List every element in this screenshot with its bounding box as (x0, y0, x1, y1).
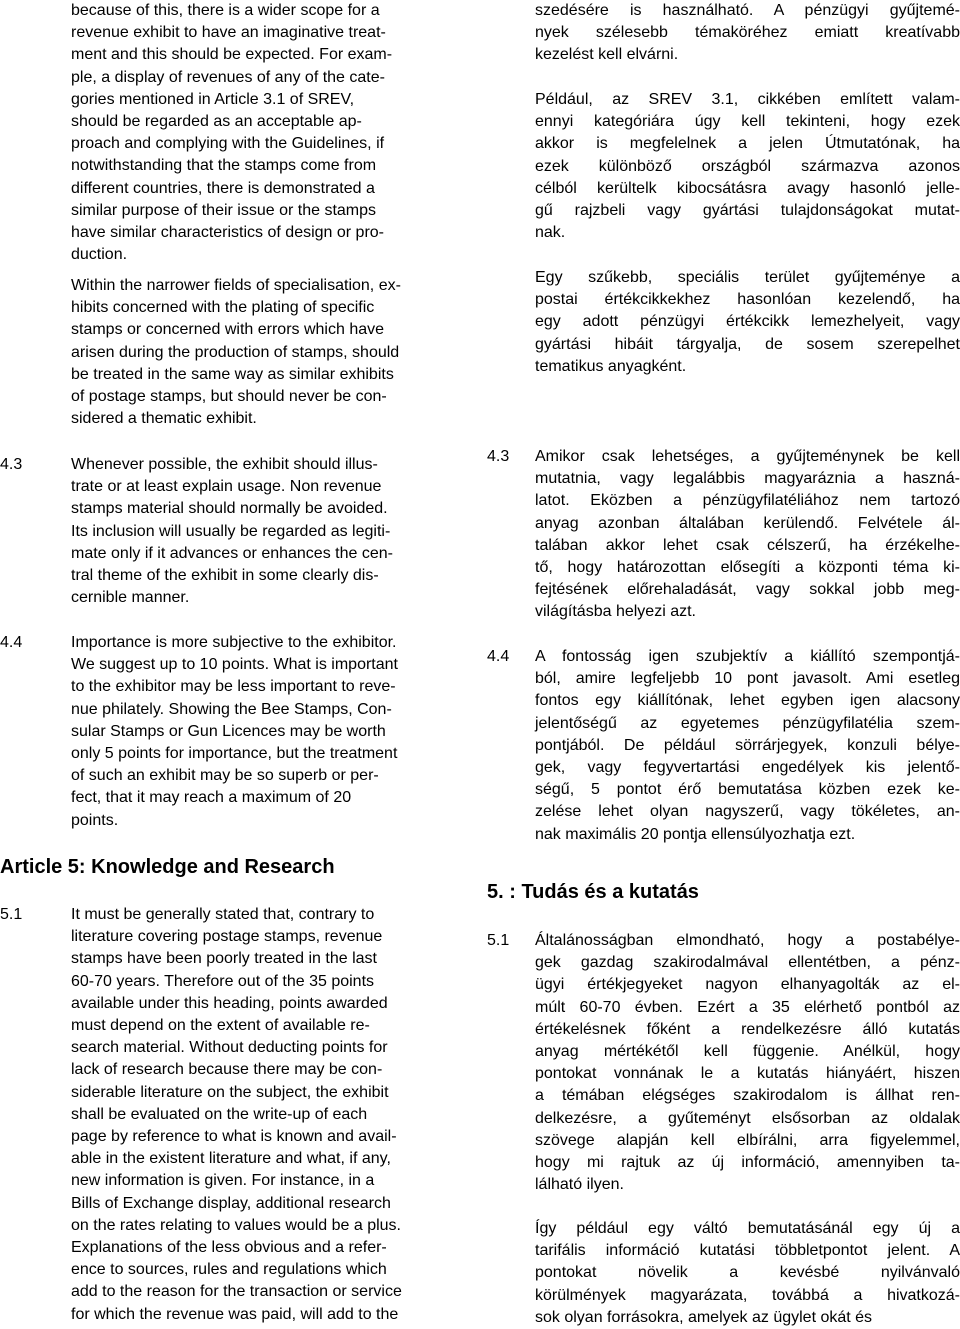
text-line: postai értékcikkekhez hasonlóan kezelendő, ha (535, 291, 960, 309)
text-line: a témában elégséges szakirodalom is állhat ren- (535, 1087, 960, 1105)
text-line: cernible manner. (71, 589, 190, 607)
text-line: We suggest up to 10 points. What is important (71, 656, 398, 674)
text-line: pontjából. De például sörrárjegyek, konzuli bélye- (535, 736, 960, 754)
text-line: ple, a display of revenues of any of the cate- (71, 68, 385, 86)
section-body (71, 632, 466, 832)
paragraph-intro-hu (535, 0, 960, 67)
text-line: Within the narrower fields of specialisation, ex- (71, 277, 401, 294)
paragraph-example-hu (535, 89, 960, 244)
text-line: proach and complying with the Guidelines, if (71, 135, 385, 153)
text-line: Általánosságban elmondható, hogy a postabélye- (535, 932, 960, 949)
text-line: tematikus anyagként. (535, 357, 687, 375)
text-line: of postage stamps, but should never be con- (71, 388, 387, 406)
text-line: similar purpose of their issue or the stamps (71, 201, 377, 219)
text-line: értékelésnek főként a rendelkezésre álló kutatás (535, 1020, 960, 1038)
text-line: 60-70 years. Therefore out of the 35 points (71, 972, 375, 990)
section-number: 5.1 (0, 906, 23, 923)
text-line: search material. Without deducting points for (71, 1039, 388, 1057)
text-line: szövege alapján kell elbírálni, arra figyelemmel, (535, 1131, 960, 1149)
text-line: világításba helyezi azt. (535, 603, 696, 621)
section-body (71, 454, 466, 609)
article-5-heading-hu: 5. : Tudás és a kutatás (487, 881, 699, 903)
text-line: stamps have been poorly treated in the last (71, 950, 377, 968)
section-number: 4.4 (0, 634, 23, 651)
text-line: Its inclusion will usually be regarded as legiti- (71, 522, 391, 540)
section-number: 5.1 (487, 932, 510, 949)
text-line: nyek szélesebb témaköréhez emiatt kreatívabb (535, 24, 960, 42)
text-line: page by reference to what is known and avail- (71, 1128, 397, 1146)
text-line: Bills of Exchange display, additional research (71, 1194, 391, 1212)
text-line: add to the reason for the transaction or service (71, 1283, 402, 1301)
text-line: szedésére is használható. A pénzügyi gyűjtemé- (535, 2, 960, 19)
text-line: lack of research because there may be con- (71, 1061, 383, 1079)
text-line: gek, vagy fegyvertartási engedélyek kis jelentő- (535, 759, 960, 777)
text-line: pontokat növelik a kevésbé nyilvánvaló (535, 1264, 960, 1282)
text-line: tral theme of the exhibit in some clearly dis- (71, 567, 379, 585)
text-line: be treated in the same way as similar exhibits (71, 365, 394, 383)
text-line: fontos egy kiállítónak, lehet egyben igen alacsony (535, 692, 960, 710)
text-line: körülmények magyarázata, továbbá a hivatkozá- (535, 1286, 960, 1304)
text-line: nue philately. Showing the Bee Stamps, Con- (71, 700, 392, 718)
text-line: ezek különböző országból származva azonos (535, 157, 960, 175)
text-line: should be regarded as an acceptable ap- (71, 113, 362, 131)
text-line: gek gazdag szakirodalmával ellentétben, a pénz- (535, 954, 960, 972)
text-line: múlt 60-70 évben. Ezért a 35 elérhető pontból az (535, 998, 960, 1016)
text-line: ségű, 5 pontot érő bemutatása közben ezek ke- (535, 781, 960, 799)
text-line: arisen during the production of stamps, should (71, 343, 400, 361)
text-line: mutatnia, vagy legalábbis magyaráznia a haszná- (535, 470, 960, 488)
text-line: Explanations of the less obvious and a refer- (71, 1239, 387, 1257)
text-line: Whenever possible, the exhibit should illus- (71, 456, 378, 473)
text-line: able in the existent literature and what, if any, (71, 1150, 391, 1168)
text-line: talában akkor lehet csak célszerű, ha érzékelhe- (535, 536, 960, 554)
text-line: zelése lehet olyan nagyszerű, vagy tökéletes, an- (535, 803, 960, 821)
text-line: Így például egy váltó bemutatásánál egy új a (535, 1220, 960, 1237)
text-line: must depend on the extent of available re- (71, 1017, 370, 1035)
text-line: pontokat vonnának le a kutatás hiányáért, hiszen (535, 1065, 960, 1083)
text-line: lálható ilyen. (535, 1176, 624, 1194)
text-line: anyag mértékétől kell függenie. Anélkül, hogy (535, 1043, 960, 1061)
text-line: hibits concerned with the plating of specific (71, 299, 375, 317)
paragraph-intro-en (71, 0, 466, 266)
paragraph-final-hu (535, 1218, 960, 1329)
text-line: latot. Eközben a pénzügyfilatéliához nem tartozó (535, 492, 960, 510)
text-line: stamps or concerned with errors which have (71, 321, 385, 339)
text-line: Például, az SREV 3.1, cikkében említett valam- (535, 91, 960, 108)
text-line: gyártási hibáit tárgyalja, de sosem szerepelhet (535, 335, 960, 353)
text-line: Amikor csak lehetséges, a gyűjteménynek be kell (535, 448, 960, 465)
text-line: duction. (71, 246, 128, 264)
text-line: mate only if it advances or enhances the cen- (71, 544, 393, 562)
text-line: ból, amire legfeljebb 10 pont javasolt. Ami esetleg (535, 670, 960, 688)
text-line: available under this heading, points awarded (71, 994, 388, 1012)
text-line: shall be evaluated on the write-up of each (71, 1105, 368, 1123)
text-line: ennyi kategóriára úgy kell tekinteni, hogy ezek (535, 113, 960, 131)
text-line: hogy mi rajtuk az új információ, amennyiben ta- (535, 1154, 960, 1172)
paragraph-specialisation-hu (535, 267, 960, 378)
text-line: jelentőségű az egyetemes pénzügyfilatélia szem- (535, 714, 960, 732)
text-line: literature covering postage stamps, revenue (71, 928, 383, 946)
text-line: because of this, there is a wider scope for a (71, 2, 380, 19)
text-line: ence to sources, rules and regulations which (71, 1261, 387, 1279)
section-number: 4.4 (487, 648, 510, 665)
section-body (535, 930, 960, 1196)
text-line: different countries, there is demonstrated a (71, 179, 375, 197)
text-line: fect, that it may reach a maximum of 20 (71, 789, 352, 807)
text-line: nak. (535, 224, 566, 242)
section-body (535, 646, 960, 846)
text-line: gű rajzbeli vagy gyártási tulajdonságokat mutat- (535, 202, 960, 220)
text-line: revenue exhibit to have an imaginative treat- (71, 24, 386, 42)
text-line: new information is given. For instance, in a (71, 1172, 375, 1190)
text-line: have similar characteristics of design or pro- (71, 224, 385, 242)
text-line: ügyi értékjegyeket nagyon elhanyagolták az el- (535, 976, 960, 994)
text-line: nak maximális 20 pontja ellensúlyozhatja ezt. (535, 825, 856, 843)
text-line: kezelést kell elvárni. (535, 46, 679, 64)
text-line: stamps material should normally be avoided. (71, 500, 388, 518)
text-line: delkezésre, a gyűteményt elsősorban az oldalak (535, 1109, 960, 1127)
text-line: trate or at least explain usage. Non revenue (71, 478, 382, 496)
text-line: sular Stamps or Gun Licences may be worth (71, 722, 386, 740)
article-5-heading-en: Article 5: Knowledge and Research (0, 856, 335, 878)
text-line: ment and this should be expected. For exam- (71, 46, 393, 64)
text-line: Egy szűkebb, speciális terület gyűjteménye a (535, 269, 960, 286)
text-line: on the rates relating to values would be a plus. (71, 1216, 401, 1234)
text-line: for which the revenue was paid, will add to the (71, 1305, 399, 1323)
text-line: It must be generally stated that, contrary to (71, 906, 375, 923)
text-line: anyag azonban általában kerülendő. Felvétele ál- (535, 514, 960, 532)
text-line: only 5 points for importance, but the treatment (71, 745, 398, 763)
paragraph-specialisation-en (71, 275, 466, 430)
text-line: to the exhibitor may be less important to reve- (71, 678, 396, 696)
text-line: gories mentioned in Article 3.1 of SREV, (71, 90, 355, 108)
text-line: akkor is megfelelnek a jelen Útmutatónak, ha (535, 135, 960, 153)
text-line: célból kerültelk kibocsátásra avagy hasonló jelle- (535, 179, 960, 197)
section-body (71, 904, 466, 1326)
text-line: A fontosság igen szubjektív a kiállító szempontjá- (535, 648, 960, 665)
text-line: points. (71, 811, 119, 829)
section-number: 4.3 (487, 448, 510, 465)
text-line: siderable literature on the subject, the exhibit (71, 1083, 389, 1101)
text-line: fejtésének előrehaladását, vagy sokkal jobb meg- (535, 581, 960, 599)
text-line: notwithstanding that the stamps come from (71, 157, 377, 175)
text-line: Importance is more subjective to the exhibitor. (71, 634, 397, 651)
text-line: tő, hogy határozottan elősegíti a központi téma ki- (535, 559, 960, 577)
text-line: sok olyan forrásokra, amelyek az ügylet okát és (535, 1308, 873, 1326)
text-line: of such an exhibit may be so superb or per- (71, 767, 379, 785)
section-number: 4.3 (0, 456, 23, 473)
text-line: egy adott pénzügyi értékcikk lemezhelyeit, vagy (535, 313, 960, 331)
section-body (535, 446, 960, 624)
text-line: tarifális információ kutatási többletpontot jelent. A (535, 1242, 960, 1260)
text-line: sidered a thematic exhibit. (71, 410, 257, 428)
